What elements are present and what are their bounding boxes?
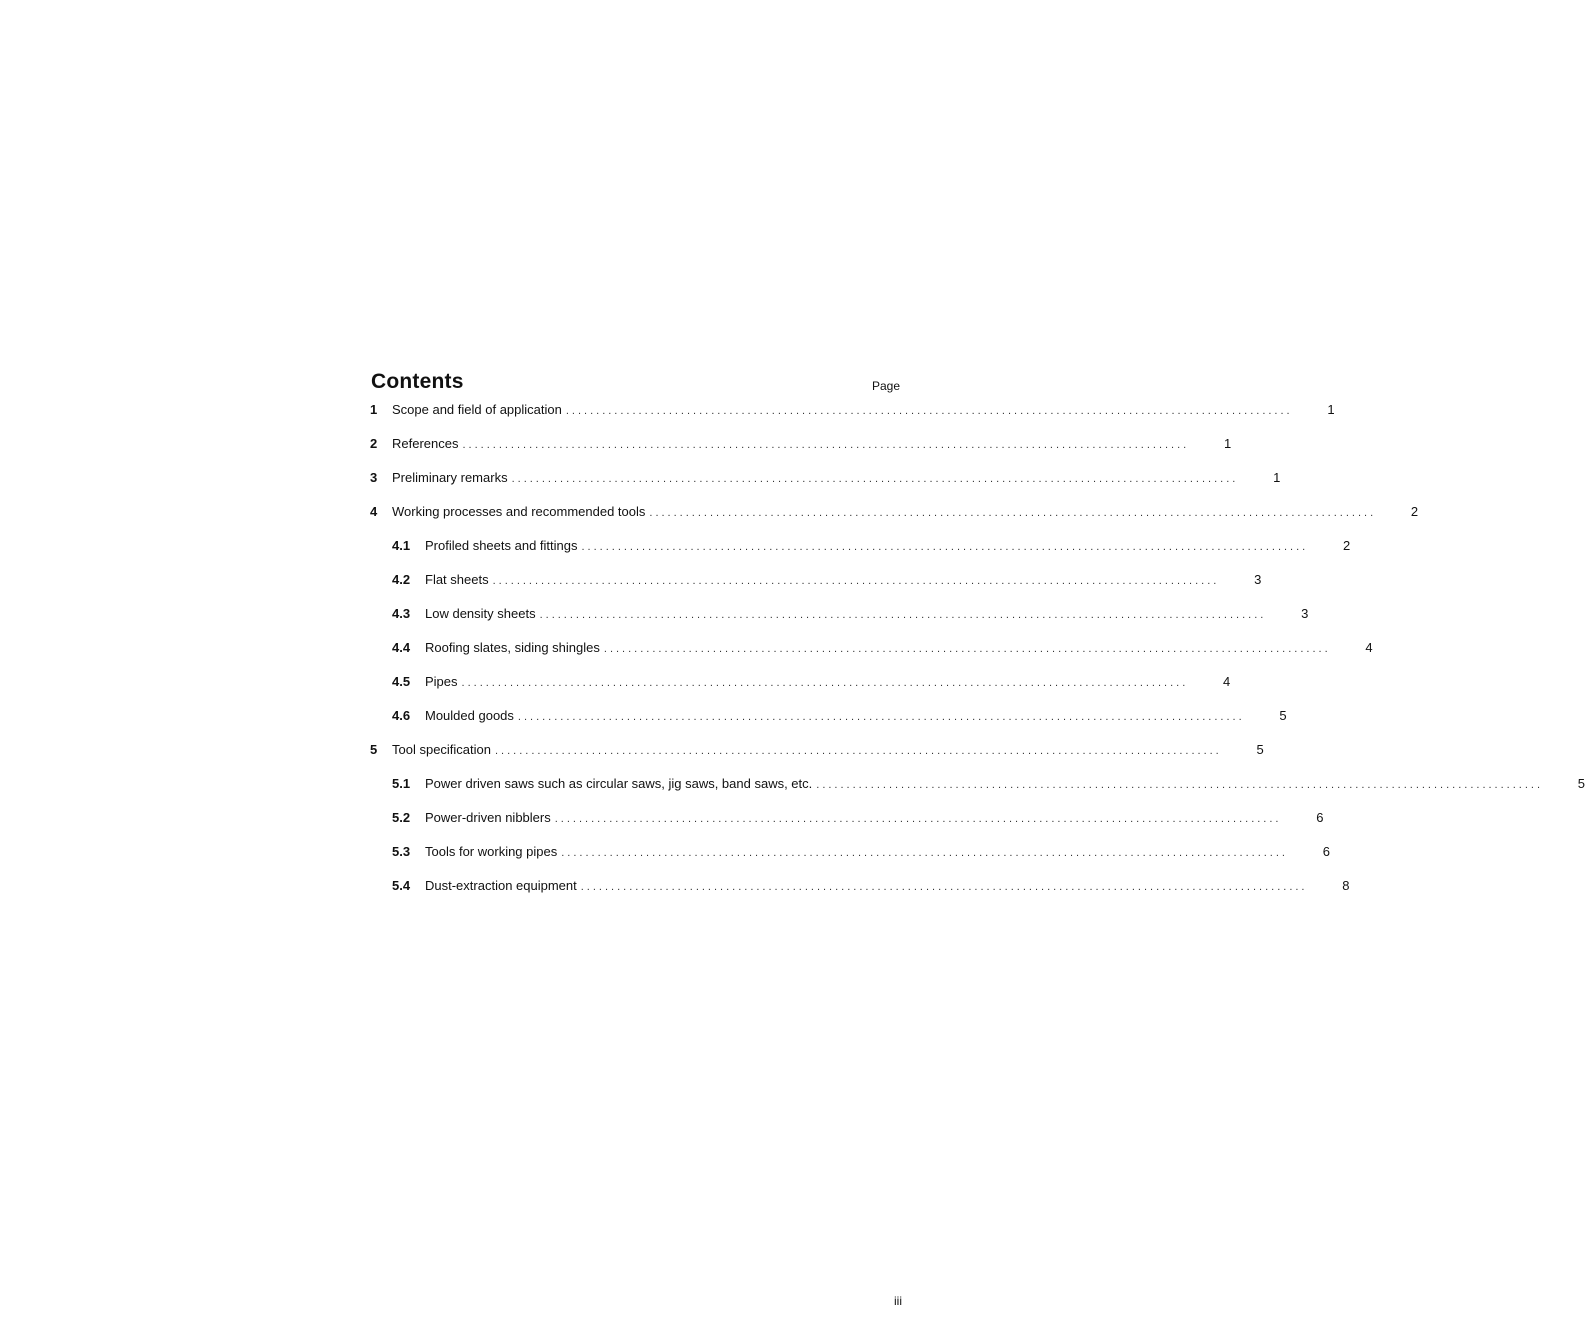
toc-entry-page: 6: [1316, 810, 1324, 825]
toc-entry-number: 5.1: [392, 776, 411, 791]
toc-entry[interactable]: [370, 436, 1232, 470]
toc-entry-number: 2: [370, 436, 378, 451]
toc-entry[interactable]: [370, 742, 1264, 776]
toc-entry-title: Preliminary remarks: [392, 470, 508, 485]
toc-dot-leader: ........................................................................................................................: [580, 881, 1308, 893]
toc-entry-number: 4.6: [392, 708, 411, 723]
toc-entry-title: Tools for working pipes: [425, 844, 558, 859]
toc-entry-page: 4: [1365, 640, 1373, 655]
toc-entry-page: 4: [1223, 674, 1231, 689]
toc-dot-leader: ........................................................................................................................: [565, 405, 1293, 417]
toc-entry-number: 4.4: [392, 640, 411, 655]
toc-entry[interactable]: [370, 538, 1351, 572]
toc-entry-number: 4.5: [392, 674, 411, 689]
toc-dot-leader: ........................................................................................................................: [539, 609, 1267, 621]
toc-dot-leader: ........................................................................................................................: [492, 575, 1220, 587]
toc-entry-page: 1: [1224, 436, 1232, 451]
toc-entry-title: Tool specification: [392, 742, 491, 757]
contents-heading: Contents: [371, 370, 464, 393]
toc-entry[interactable]: [370, 674, 1231, 708]
toc-entry-title: Profiled sheets and fittings: [425, 538, 578, 553]
toc-entry-title: Low density sheets: [425, 606, 536, 621]
toc-entry-page: 5: [1279, 708, 1287, 723]
toc-dot-leader: ........................................................................................................................: [462, 439, 1190, 451]
toc-entry-page: 8: [1342, 878, 1350, 893]
page-folio: iii: [894, 1294, 902, 1308]
toc-dot-leader: ........................................................................................................................: [561, 847, 1288, 859]
toc-dot-leader: ........................................................................................................................: [495, 745, 1222, 757]
toc-list: [370, 402, 1586, 912]
toc-entry-title: Pipes: [425, 674, 458, 689]
toc-dot-leader: ........................................................................................................................: [649, 507, 1377, 519]
toc-entry-number: 1: [370, 402, 378, 417]
toc-header: [370, 368, 904, 402]
toc-entry-number: 4.3: [392, 606, 411, 621]
toc-entry[interactable]: [370, 640, 1373, 674]
toc-entry-title: Power-driven nibblers: [425, 810, 551, 825]
toc-entry-title: Dust-extraction equipment: [425, 878, 577, 893]
toc-entry-title: Power driven saws such as circular saws, jig saws, band saws, etc.: [425, 776, 813, 791]
toc-entry-page: 2: [1343, 538, 1351, 553]
toc-entry-title: Scope and field of application: [392, 402, 562, 417]
toc-entry-number: 3: [370, 470, 378, 485]
toc-entry-page: 5: [1577, 776, 1586, 791]
toc-entry-page: 2: [1410, 504, 1419, 519]
toc-entry[interactable]: [370, 844, 1330, 878]
toc-entry[interactable]: [370, 504, 1419, 538]
toc-entry-title: Working processes and recommended tools: [392, 504, 646, 519]
toc-entry-number: 5.4: [392, 878, 411, 893]
toc-entry-page: 3: [1254, 572, 1262, 587]
table-of-contents: [370, 368, 1586, 912]
toc-dot-leader: ........................................................................................................................: [511, 473, 1239, 485]
toc-entry-number: 5: [370, 742, 378, 757]
toc-entry-page: 1: [1327, 402, 1335, 417]
toc-entry-number: 4.1: [392, 538, 411, 553]
toc-dot-leader: ........................................................................................................................: [816, 779, 1544, 791]
toc-entry-page: 6: [1322, 844, 1330, 859]
toc-entry-number: 4.2: [392, 572, 411, 587]
toc-entry-number: 5.3: [392, 844, 411, 859]
toc-entry[interactable]: [370, 470, 1281, 504]
toc-entry-number: 5.2: [392, 810, 411, 825]
toc-entry[interactable]: [370, 776, 1586, 810]
toc-dot-leader: ........................................................................................................................: [461, 677, 1189, 689]
toc-entry-number: 4: [370, 504, 378, 519]
page-column-label: Page: [871, 379, 900, 393]
toc-entry[interactable]: [370, 606, 1309, 640]
toc-entry-title: Roofing slates, siding shingles: [425, 640, 600, 655]
toc-dot-leader: ........................................................................................................................: [554, 813, 1282, 825]
toc-entry[interactable]: [370, 402, 1335, 436]
toc-entry-title: References: [392, 436, 459, 451]
toc-entry[interactable]: [370, 810, 1324, 844]
toc-entry-title: Moulded goods: [425, 708, 514, 723]
toc-entry-page: 5: [1256, 742, 1264, 757]
toc-entry-page: 3: [1301, 606, 1309, 621]
toc-entry[interactable]: [370, 708, 1287, 742]
toc-dot-leader: ........................................................................................................................: [581, 541, 1309, 553]
toc-entry-page: 1: [1273, 470, 1281, 485]
toc-entry[interactable]: [370, 878, 1350, 912]
toc-entry[interactable]: [370, 572, 1262, 606]
toc-dot-leader: ........................................................................................................................: [517, 711, 1245, 723]
toc-dot-leader: ........................................................................................................................: [603, 643, 1331, 655]
toc-entry-title: Flat sheets: [425, 572, 489, 587]
